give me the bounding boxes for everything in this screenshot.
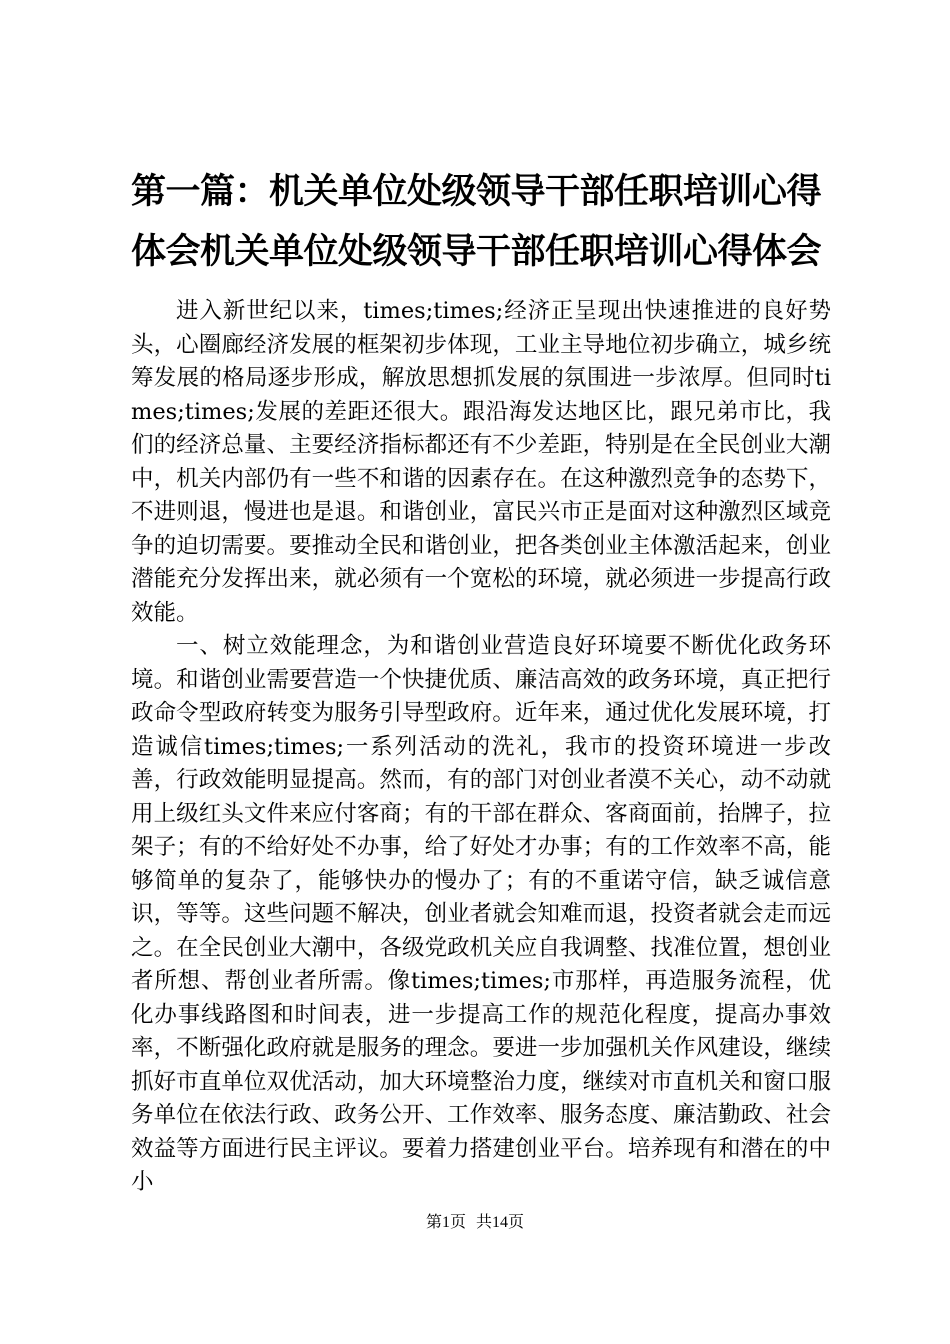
page-footer: [0, 1212, 950, 1234]
document-title: 第一篇：机关单位处级领导干部任职培训心得体会机关单位处级领导干部任职培训心得体会: [131, 172, 822, 272]
page-number: 第1页: [425, 1214, 466, 1231]
document-body: [131, 295, 831, 1200]
paragraph-section-one: 一、树立效能理念，为和谐创业营造良好环境要不断优化政务环境。和谐创业需要营造一个快捷优质、廉洁高效的政务环境，真正把行政命令型政府转变为服务引导型政府。近年来，通过优化发展环境，打造诚信times;times;一系列活动的洗礼，我市的投资环境进一步改善，行政效能明显提高。然而，有的部门对创业者漠不关心，动不动就用上级红头文件来应付客商；有的干部在群众、客商面前，抬牌子，拉架子；有的不给好处不办事，给了好处才办事；有的工作效率不高，能够简单的复杂了，能够快办的慢办了；有的不重诺守信，缺乏诚信意识，等等。这些问题不解决，创业者就会知难而退，投资者就会走而远之。在全民创业大潮中，各级党政机关应自我调整、找准位置，想创业者所想、帮创业者所需。像times;times;市那样，再造服务流程，优化办事线路图和时间表，进一步提高工作的规范化程度，提高办事效率，不断强化政府就是服务的理念。要进一步加强机关作风建设，继续抓好市直单位双优活动，加大环境整治力度，继续对市直机关和窗口服务单位在依法行政、政务公开、工作效率、服务态度、廉洁勤政、社会效益等方面进行民主评议。要着力搭建创业平台。培养现有和潜在的中小: [131, 633, 831, 1195]
page-total: 共14页: [476, 1214, 525, 1231]
paragraph-intro: 进入新世纪以来，times;times;经济正呈现出快速推进的良好势头，心圈廊经济发展的框架初步体现，工业主导地位初步确立，城乡统筹发展的格局逐步形成，解放思想抓发展的氛围进一步浓厚。但同时times;times;发展的差距还很大。跟沿海发达地区比，跟兄弟市比，我们的经济总量、主要经济指标都还有不少差距，特别是在全民创业大潮中，机关内部仍有一些不和谐的因素存在。在这种激烈竞争的态势下，不进则退，慢进也是退。和谐创业，富民兴市正是面对这种激烈区域竞争的迫切需要。要推动全民和谐创业，把各类创业主体激活起来，创业潜能充分发挥出来，就必须有一个宽松的环境，就必须进一步提高行政效能。: [131, 298, 831, 626]
